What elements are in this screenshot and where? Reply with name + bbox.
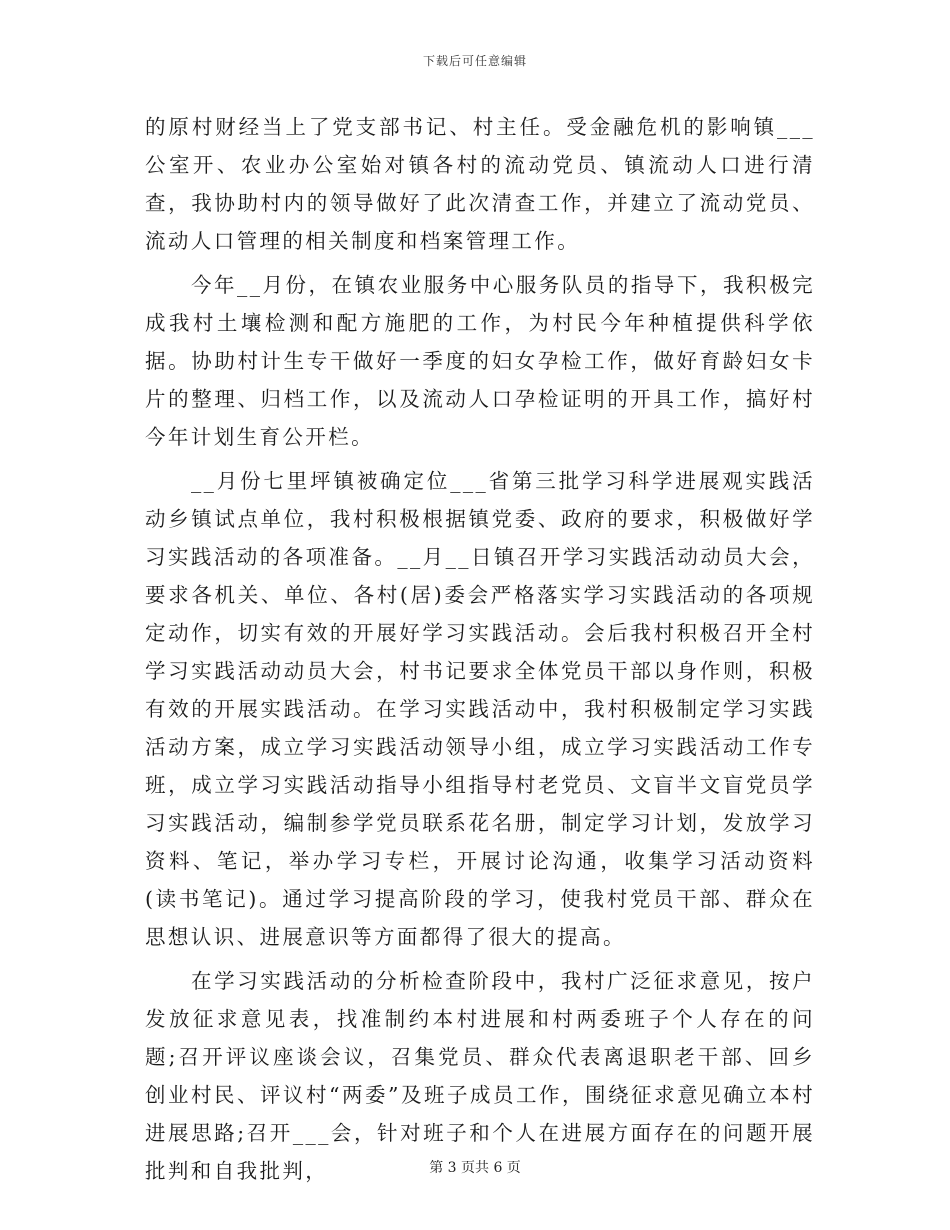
paragraph-analysis-stage: 在学习实践活动的分析检查阶段中，我村广泛征求意见，按户发放征求意见表，找准制约本村进展和村两委班子个人存在的问题;召开评议座谈会议，召集党员、群众代表离退职老干部、回乡创业村民、评议村“两委”及班子成员工作，围绕征求意见确立本村进展思路;召开___会，针对班子和个人在进展方面存在的问题开展批判和自我批判， [145, 969, 815, 1183]
paragraph-study-practice: __月份七里坪镇被确定位___省第三批学习科学进展观实践活动乡镇试点单位，我村积极根据镇党委、政府的要求，积极做好学习实践活动的各项准备。__月__日镇召开学习实践活动动员大会，要求各机关、单位、各村(居)委会严格落实学习实践活动的各项规定动作，切实有效的开展好学习实践活动。会后我村积极召开全村学习实践活动动员大会，村书记要求全体党员干部以身作则，积极有效的开展实践活动。在学习实践活动中，我村积极制定学习实践活动方案，成立学习实践活动领导小组，成立学习实践活动工作专班，成立学习实践活动指导小组指导村老党员、文盲半文盲党员学习实践活动，编制参学党员联系花名册，制定学习计划，发放学习资料、笔记，举办学习专栏，开展讨论沟通，收集学习活动资料(读书笔记)。通过学习提高阶段的学习，使我村党员干部、群众在思想认识、进展意识等方面都得了很大的提高。 [145, 469, 815, 949]
page-header: 下载后可任意编辑 [422, 54, 527, 68]
paragraph-soil-testing: 今年__月份，在镇农业服务中心服务队员的指导下，我积极完成我村土壤检测和配方施肥的工作，为村民今年种植提供科学依据。协助村计生专干做好一季度的妇女孕检工作，做好育龄妇女卡片的整理、归档工作，以及流动人口孕检证明的开具工作，搞好村今年计划生育公开栏。 [145, 273, 815, 449]
document-body [145, 108, 815, 1196]
page-footer: 第 3 页共 6 页 [429, 1160, 521, 1176]
paragraph-continued: 的原村财经当上了党支部书记、村主任。受金融危机的影响镇___公室开、农业办公室始对镇各村的流动党员、镇流动人口进行清查，我协助村内的领导做好了此次清查工作，并建立了流动党员、流动人口管理的相关制度和档案管理工作。 [145, 115, 815, 253]
